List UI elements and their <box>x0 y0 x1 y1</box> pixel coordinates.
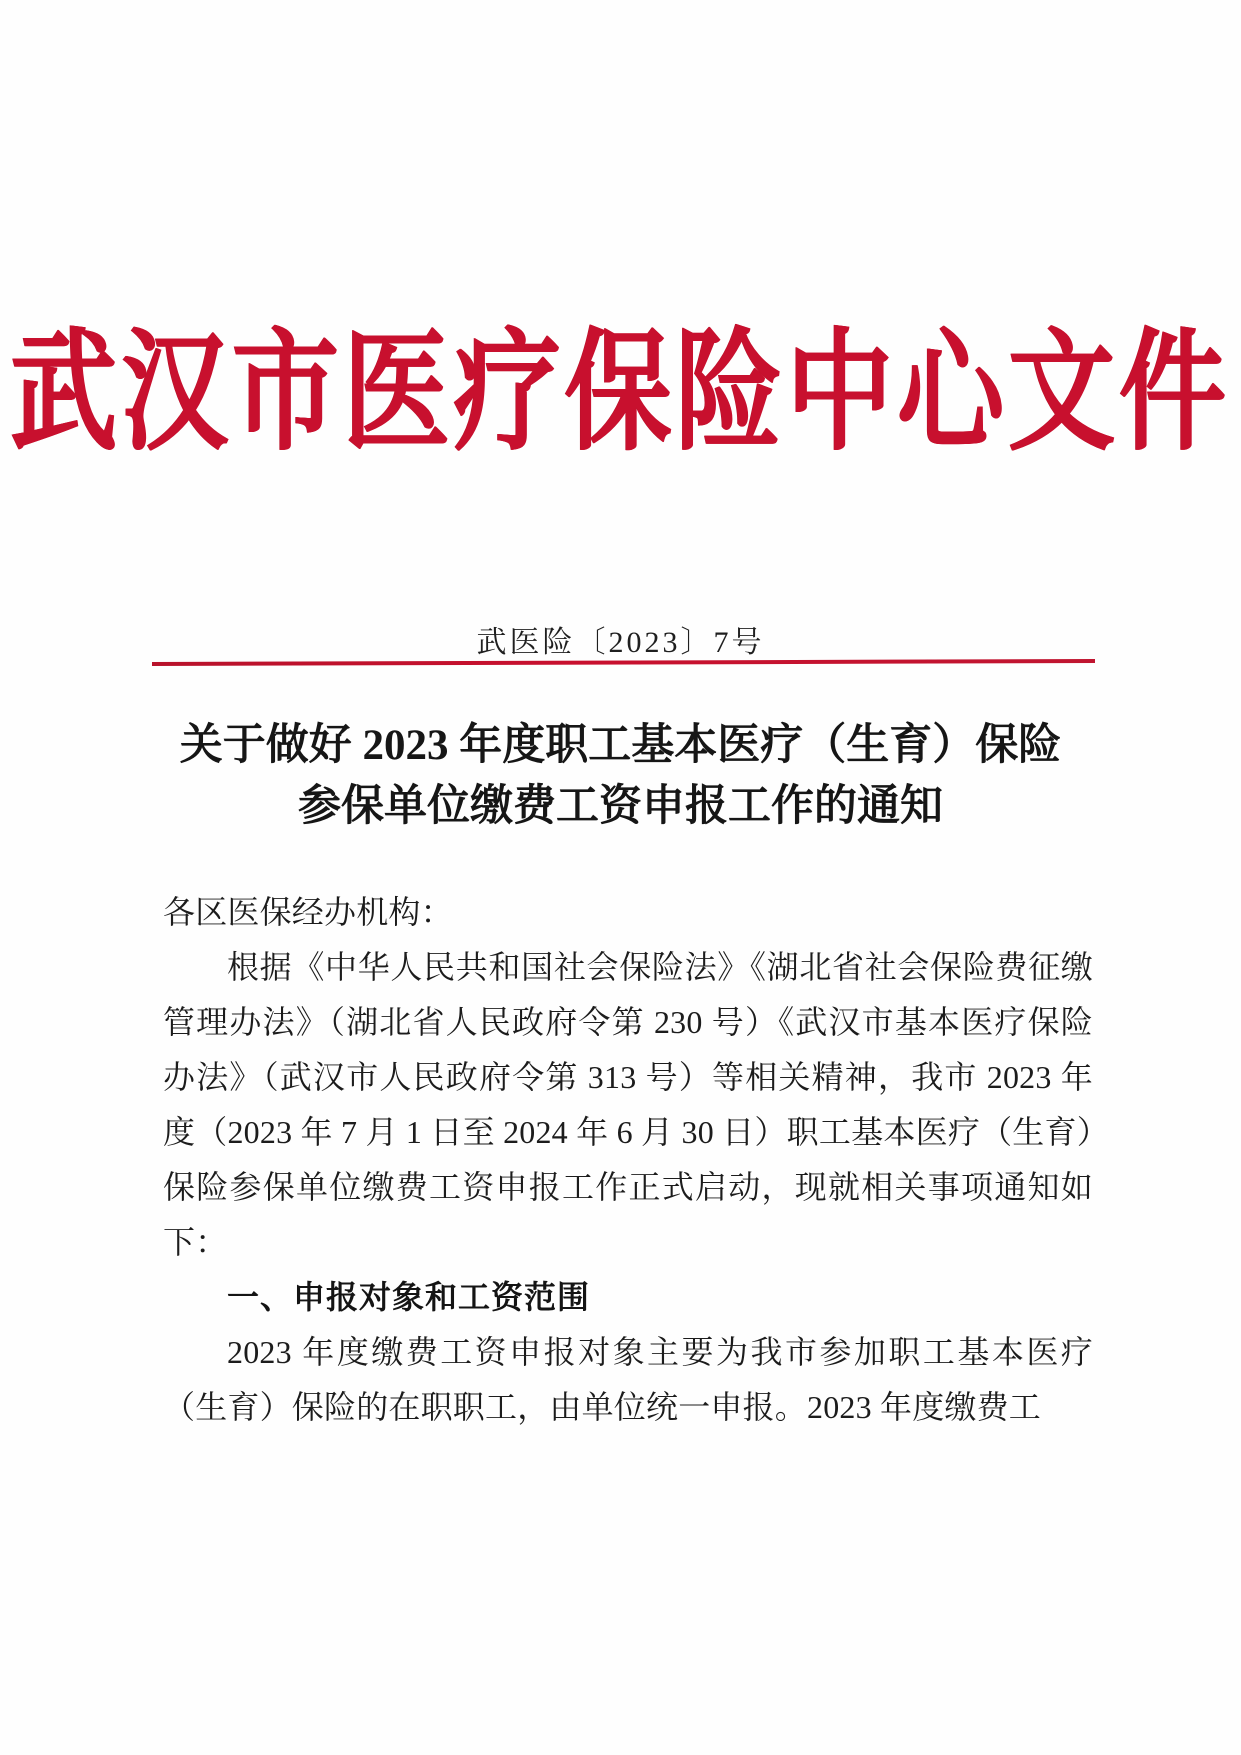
document-body <box>163 885 1093 1435</box>
document-number-line <box>0 617 1241 661</box>
document-title-line-2: 参保单位缴费工资申报工作的通知 <box>298 783 943 831</box>
issuing-authority-title: 武汉市医疗保险中心文件 <box>10 321 1231 467</box>
document-title-line-1: 关于做好 2023 年度职工基本医疗（生育）保险 <box>179 722 1062 769</box>
section-1-paragraph-1: 2023 年度缴费工资申报对象主要为我市参加职工基本医疗（生育）保险的在职职工，由单位统一申报。2023 年度缴费工 <box>163 1334 1093 1425</box>
salutation: 各区医保经办机构： <box>163 894 453 930</box>
masthead-banner <box>0 318 1241 467</box>
section-heading-1: 一、申报对象和工资范围 <box>227 1279 591 1315</box>
document-title <box>140 715 1101 837</box>
body-paragraph-1: 根据《中华人民共和国社会保险法》《湖北省社会保险费征缴管理办法》（湖北省人民政府令第 230 号）《武汉市基本医疗保险办法》（武汉市人民政府令第 313 号）等相关精神，我市 2023 年度（2023 年 7 月 1 日至 2024 年 6 月 30 日）职工基本医疗（生育）保险参保单位缴费工资申报工作正式启动，现就相关事项通知如下： <box>163 949 1093 1260</box>
document-number: 武医险〔2023〕7号 <box>476 626 765 659</box>
